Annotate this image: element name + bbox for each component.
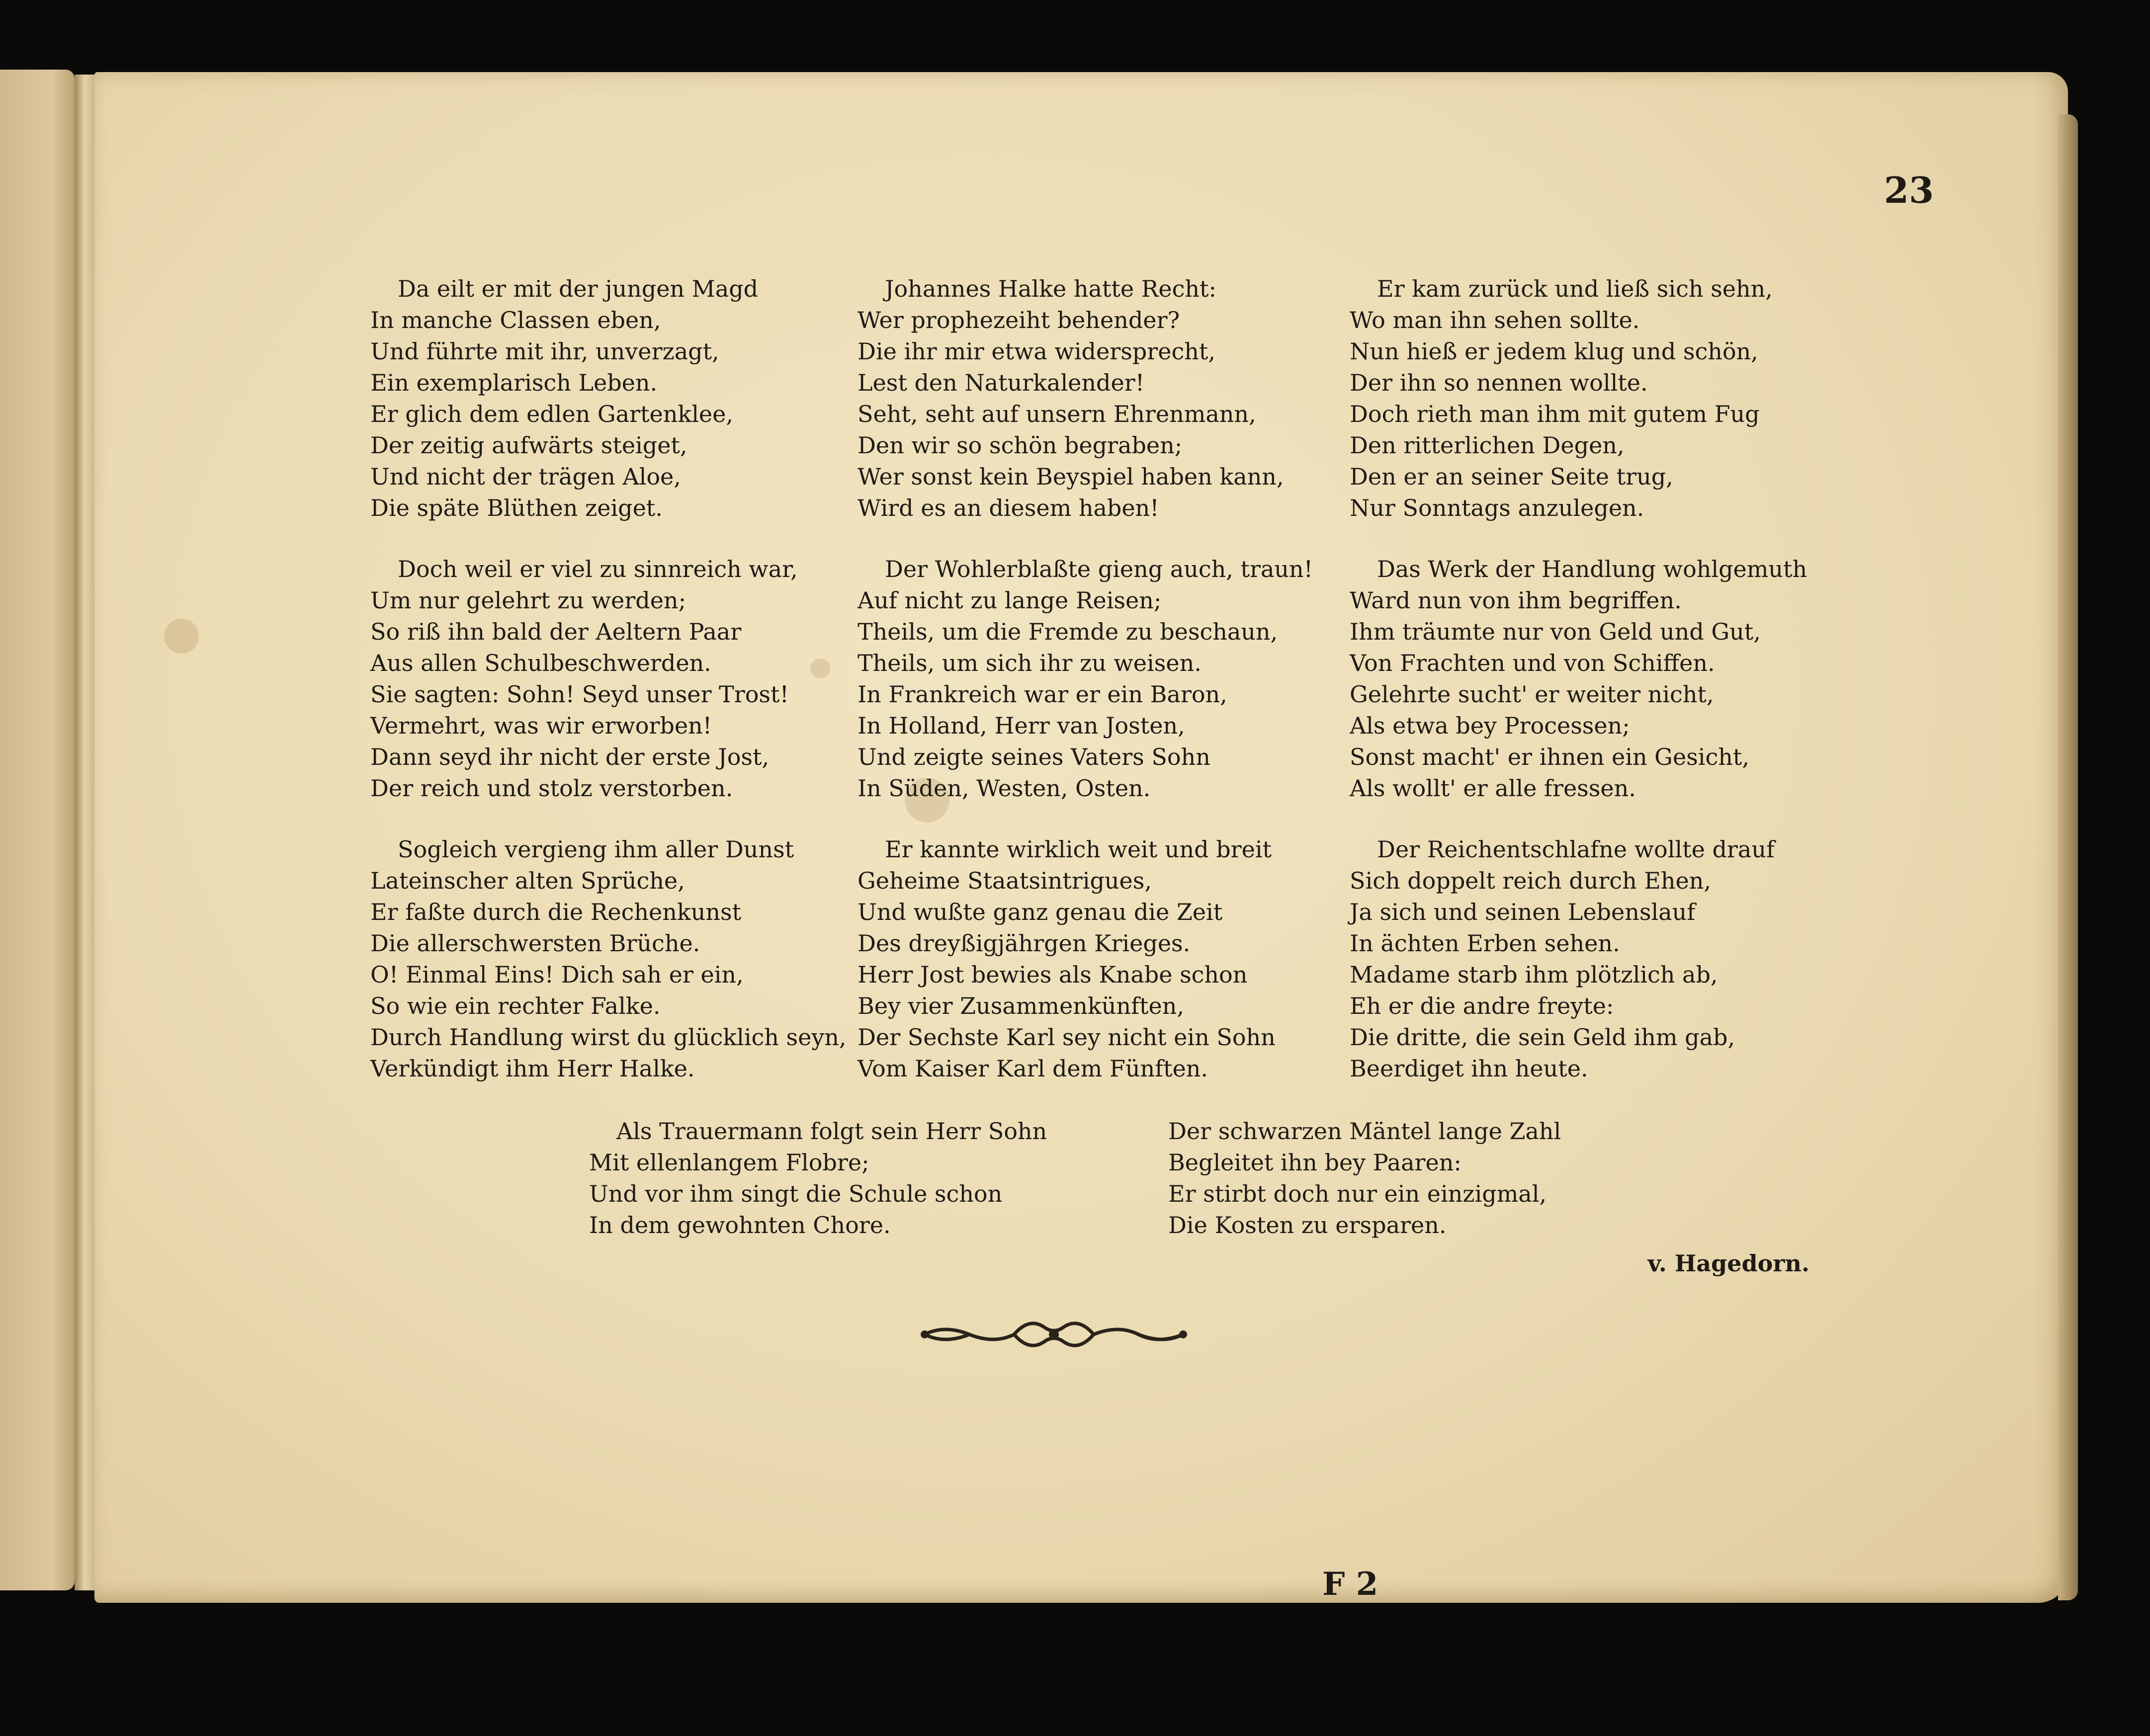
verse-line: Ward nun von ihm begriffen. xyxy=(1350,587,1682,614)
verse-line: Beerdiget ihn heute. xyxy=(1350,1055,1588,1082)
verse-line: Das Werk der Handlung wohlgemuth xyxy=(1377,556,1807,582)
verse-line: Die Kosten zu ersparen. xyxy=(1168,1212,1447,1239)
verse-line: Als etwa bey Processen; xyxy=(1350,712,1630,739)
poem-column-3 xyxy=(1350,273,1807,1114)
verse-line: Mit ellenlangem Flobre; xyxy=(589,1149,869,1176)
verse-line: Theils, um die Fremde zu beschaun, xyxy=(858,618,1278,645)
verse-line: Vermehrt, was wir erworben! xyxy=(370,712,712,739)
verse-line: Wer prophezeiht behender? xyxy=(858,307,1180,333)
printer-signature-mark: F 2 xyxy=(1322,1566,1378,1603)
verse-line: Geheime Staatsintrigues, xyxy=(858,867,1152,894)
verse-line: Ein exemplarisch Leben. xyxy=(370,369,658,396)
verse-line: Und zeigte seines Vaters Sohn xyxy=(858,744,1210,770)
verse-line: Die ihr mir etwa widersprecht, xyxy=(858,338,1215,365)
stanza xyxy=(1350,834,1807,1084)
verse-line: Nur Sonntags anzulegen. xyxy=(1350,495,1644,521)
verse-line: Auf nicht zu lange Reisen; xyxy=(858,587,1162,614)
verse-line: Der ihn so nennen wollte. xyxy=(1350,369,1648,396)
left-page-edge xyxy=(0,70,75,1590)
verse-line: Herr Jost bewies als Knabe schon xyxy=(858,961,1248,988)
verse-line: Die allerschwersten Brüche. xyxy=(370,930,700,957)
verse-line: Er faßte durch die Rechenkunst xyxy=(370,899,742,925)
verse-line: Er kam zurück und ließ sich sehn, xyxy=(1377,275,1773,302)
verse-line: In manche Classen eben, xyxy=(370,307,661,333)
verse-line: Wird es an diesem haben! xyxy=(858,495,1159,521)
stanza xyxy=(858,273,1313,524)
verse-line: Sich doppelt reich durch Ehen, xyxy=(1350,867,1711,894)
stanza xyxy=(370,834,847,1084)
verse-line: Da eilt er mit der jungen Magd xyxy=(398,275,759,302)
verse-line: Er stirbt doch nur ein einzigmal, xyxy=(1168,1180,1547,1207)
final-verse-right xyxy=(1168,1116,1561,1241)
verse-line: In dem gewohnten Chore. xyxy=(589,1212,891,1239)
verse-line: Der Wohlerblaßte gieng auch, traun! xyxy=(885,556,1313,582)
verse-line: Lateinscher alten Sprüche, xyxy=(370,867,685,894)
verse-line: Madame starb ihm plötzlich ab, xyxy=(1350,961,1718,988)
verse-line: Und führte mit ihr, unverzagt, xyxy=(370,338,719,365)
decorative-ornament-icon xyxy=(915,1312,1193,1357)
verse-line: Theils, um sich ihr zu weisen. xyxy=(858,650,1202,676)
stanza xyxy=(858,834,1313,1084)
verse-line: Den er an seiner Seite trug, xyxy=(1350,463,1673,490)
verse-line: Sie sagten: Sohn! Seyd unser Trost! xyxy=(370,681,789,708)
verse-line: Er glich dem edlen Gartenklee, xyxy=(370,401,733,427)
book-spine xyxy=(75,75,94,1590)
verse-line: So wie ein rechter Falke. xyxy=(370,992,661,1019)
verse-line: Lest den Naturkalender! xyxy=(858,369,1145,396)
verse-line: Der Sechste Karl sey nicht ein Sohn xyxy=(858,1024,1276,1051)
verse-line: Die dritte, die sein Geld ihm gab, xyxy=(1350,1024,1735,1051)
verse-line: Begleitet ihn bey Paaren: xyxy=(1168,1149,1462,1176)
verse-line: Nun hieß er jedem klug und schön, xyxy=(1350,338,1758,365)
verse-line: Doch weil er viel zu sinnreich war, xyxy=(398,556,798,582)
verse-line: O! Einmal Eins! Dich sah er ein, xyxy=(370,961,744,988)
verse-line: In Holland, Herr van Josten, xyxy=(858,712,1185,739)
verse-line: Sogleich vergieng ihm aller Dunst xyxy=(398,836,794,863)
verse-line: Doch rieth man ihm mit gutem Fug xyxy=(1350,401,1760,427)
poem-column-1 xyxy=(370,273,847,1114)
verse-line: Der Reichentschlafne wollte drauf xyxy=(1377,836,1775,863)
verse-line: Wo man ihn sehen sollte. xyxy=(1350,307,1640,333)
verse-line: Wer sonst kein Beyspiel haben kann, xyxy=(858,463,1284,490)
verse-line: Verkündigt ihm Herr Halke. xyxy=(370,1055,695,1082)
verse-line: So riß ihn bald der Aeltern Paar xyxy=(370,618,742,645)
verse-line: Den wir so schön begraben; xyxy=(858,432,1183,459)
verse-line: Als wollt' er alle fressen. xyxy=(1350,775,1636,802)
verse-line: Der reich und stolz verstorben. xyxy=(370,775,733,802)
author-signature: v. Hagedorn. xyxy=(1647,1250,1809,1277)
verse-line: Aus allen Schulbeschwerden. xyxy=(370,650,711,676)
verse-line: Dann seyd ihr nicht der erste Jost, xyxy=(370,744,770,770)
verse-line: Gelehrte sucht' er weiter nicht, xyxy=(1350,681,1714,708)
verse-line: Vom Kaiser Karl dem Fünften. xyxy=(858,1055,1208,1082)
stanza xyxy=(370,273,847,524)
verse-line: Durch Handlung wirst du glücklich seyn, xyxy=(370,1024,847,1051)
verse-line: Und nicht der trägen Aloe, xyxy=(370,463,681,490)
final-verse-left xyxy=(589,1116,1047,1241)
verse-line: Von Frachten und von Schiffen. xyxy=(1350,650,1715,676)
verse-line: Er kannte wirklich weit und breit xyxy=(885,836,1272,863)
verse-line: Und wußte ganz genau die Zeit xyxy=(858,899,1223,925)
verse-line: Ja sich und seinen Lebenslauf xyxy=(1350,899,1696,925)
verse-line: Seht, seht auf unsern Ehrenmann, xyxy=(858,401,1256,427)
verse-line: In ächten Erben sehen. xyxy=(1350,930,1620,957)
verse-line: Eh er die andre freyte: xyxy=(1350,992,1614,1019)
verse-line: Ihm träumte nur von Geld und Gut, xyxy=(1350,618,1761,645)
stanza xyxy=(858,554,1313,804)
verse-line: Des dreyßigjährgen Krieges. xyxy=(858,930,1191,957)
verse-line: Sonst macht' er ihnen ein Gesicht, xyxy=(1350,744,1749,770)
verse-line: Die späte Blüthen zeiget. xyxy=(370,495,663,521)
verse-line: Der schwarzen Mäntel lange Zahl xyxy=(1168,1118,1561,1145)
verse-line: Als Trauermann folgt sein Herr Sohn xyxy=(616,1118,1047,1145)
stanza xyxy=(370,554,847,804)
verse-line: Um nur gelehrt zu werden; xyxy=(370,587,687,614)
verse-line: Bey vier Zusammenkünften, xyxy=(858,992,1184,1019)
poem-column-2 xyxy=(858,273,1313,1114)
page-edge xyxy=(2058,114,2078,1600)
verse-line: Und vor ihm singt die Schule schon xyxy=(589,1180,1003,1207)
verse-line: In Süden, Westen, Osten. xyxy=(858,775,1151,802)
verse-line: Den ritterlichen Degen, xyxy=(1350,432,1625,459)
verse-line: In Frankreich war er ein Baron, xyxy=(858,681,1227,708)
stanza xyxy=(1350,273,1807,524)
verse-line: Johannes Halke hatte Recht: xyxy=(885,275,1216,302)
stanza xyxy=(1350,554,1807,804)
verse-line: Der zeitig aufwärts steiget, xyxy=(370,432,688,459)
page-number: 23 xyxy=(1884,169,1934,211)
